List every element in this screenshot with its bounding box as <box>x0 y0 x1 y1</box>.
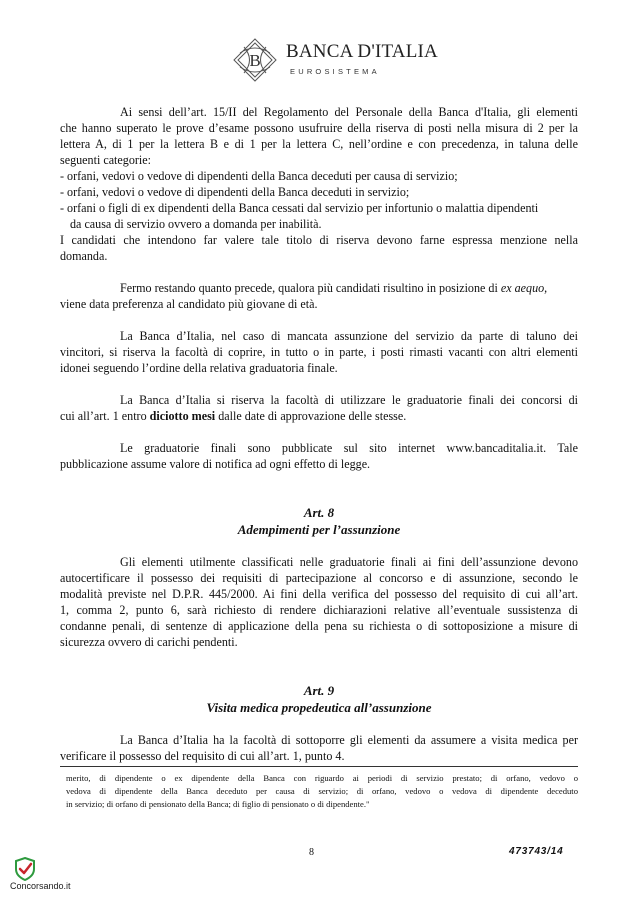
article-9-title: Visita medica propedeutica all’assunzione <box>206 700 432 715</box>
paragraph-line: autocertificare il possesso dei requisiti di partecipazione al concorso e di assunzione, secondo le <box>60 571 578 585</box>
bank-logo <box>232 37 438 83</box>
paragraph-line: La Banca d’Italia, nel caso di mancata assunzione del servizio da parte di taluno dei <box>120 329 578 343</box>
paragraph-line: che hanno superato le prove d’esame possono usufruire della riserva di posti nella misura di 2 per la <box>60 121 578 135</box>
list-item: - orfani, vedovi o vedove di dipendenti della Banca deceduti in servizio; <box>60 185 410 199</box>
footnote-line: vedova di dipendente della Banca deceduto per causa di servizio; di orfano, vedovo o vedova di dipendente deceduto <box>66 786 578 796</box>
list-item-continuation: da causa di servizio ovvero a domanda per inabilità. <box>70 217 322 231</box>
paragraph-line: viene data preferenza al candidato più giovane di età. <box>60 297 318 311</box>
paragraph-line: I candidati che intendono far valere tale titolo di riserva devono farne espressa menzione nella <box>60 233 578 247</box>
paragraph-line: sicurezza ovvero di carichi pendenti. <box>60 635 238 649</box>
paragraph-line: Le graduatorie finali sono pubblicate sul sito internet www.bancaditalia.it. Tale <box>120 441 578 455</box>
paragraph-line: Fermo restando quanto precede, qualora più candidati risultino in posizione di ex aequo, <box>120 281 548 295</box>
paragraph-line: Gli elementi utilmente classificati nelle graduatorie finali ai fini dell’assunzione devono <box>120 555 578 569</box>
footnote-line: in servizio; di orfano di pensionato della Banca; di figlio di pensionato o di dipendente." <box>66 799 370 809</box>
article-8-title: Adempimenti per l’assunzione <box>237 522 401 537</box>
paragraph-line: verificare il possesso del requisito di cui all’art. 1, punto 4. <box>60 749 345 763</box>
paragraph-line: domanda. <box>60 249 108 263</box>
footnote <box>66 772 578 811</box>
document-code: 473743/14 <box>509 846 564 857</box>
bank-monogram-icon <box>232 37 278 83</box>
svg-text:B: B <box>249 51 261 70</box>
paragraph-line: idonei seguendo l’ordine della relativa graduatoria finale. <box>60 361 338 375</box>
page-number: 8 <box>309 847 314 858</box>
paragraph-line: lettera A, di 1 per la lettera B e di 1 per la lettera C, nell’ordine e con precedenza, in taluna delle <box>60 137 578 151</box>
site-logo-text: Concorsando.it <box>10 881 71 891</box>
footnote-divider <box>60 766 578 767</box>
list-item: - orfani o figli di ex dipendenti della Banca cessati dal servizio per infortunio o malattia dipendenti <box>60 201 539 215</box>
article-8-number: Art. 8 <box>303 505 335 520</box>
footnote-line: merito, di dipendente o ex dipendente della Banca con riguardo ai periodi di servizio prestato; di orfano, vedovo o <box>66 773 578 783</box>
checkmark-shield-icon <box>14 857 36 881</box>
article-9-number: Art. 9 <box>303 683 335 698</box>
bank-name: BANCA D'ITALIA <box>286 41 438 62</box>
paragraph-line: condanne penali, di sentenze di applicazione della pena su richiesta o di sottoposizione a misure di <box>60 619 578 633</box>
paragraph-line: 1, comma 2, punto 6, sarà richiesto di rendere dichiarazioni relative all’eventuale sussistenza di <box>60 603 578 617</box>
paragraph-line: cui all’art. 1 entro diciotto mesi dalle date di approvazione delle stesse. <box>60 409 407 423</box>
site-logo[interactable] <box>8 857 88 897</box>
list-item: - orfani, vedovi o vedove di dipendenti della Banca deceduti per causa di servizio; <box>60 169 458 183</box>
document-body <box>60 104 578 764</box>
paragraph-line: seguenti categorie: <box>60 153 151 167</box>
paragraph-line: modalità previste nel D.P.R. 445/2000. Ai fini della verifica del possesso del requisito di cui all’art. <box>60 587 578 601</box>
paragraph-line: La Banca d’Italia si riserva la facoltà di utilizzare le graduatorie finali dei concorsi di <box>120 393 578 407</box>
paragraph-line: vincitori, si riserva la facoltà di coprire, in tutto o in parte, i posti rimasti vacanti con altri elementi <box>60 345 578 359</box>
paragraph-line: Ai sensi dell’art. 15/II del Regolamento del Personale della Banca d'Italia, gli elementi <box>120 105 578 119</box>
bank-subtitle: EUROSISTEMA <box>290 67 380 76</box>
paragraph-line: La Banca d’Italia ha la facoltà di sottoporre gli elementi da assumere a visita medica per <box>120 733 578 747</box>
paragraph-line: pubblicazione assume valore di notifica ad ogni effetto di legge. <box>60 457 371 471</box>
